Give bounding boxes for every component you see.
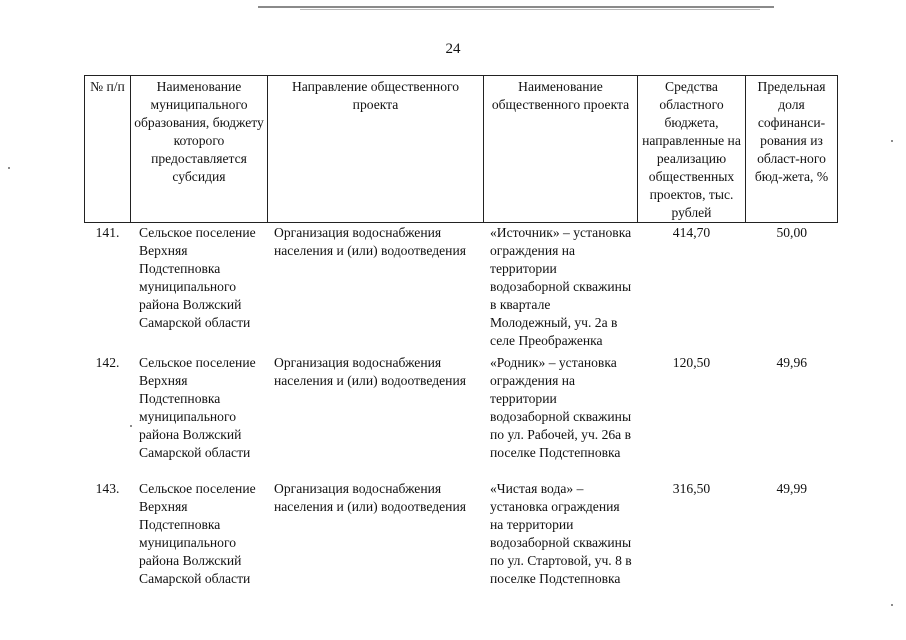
scan-edge-line <box>300 9 760 10</box>
share-cell: 49,99 <box>776 481 808 496</box>
header-cofinancing-share: Предельная доля софинанси-рования из област-ного бюд-жета, % <box>746 76 838 223</box>
row-number: 142. <box>95 355 120 370</box>
header-number: № п/п <box>85 76 131 223</box>
row-number: 143. <box>95 481 120 496</box>
header-regional-funds: Средства областного бюджета, направленные на реализацию общественных проектов, тыс. рублей <box>638 76 746 223</box>
direction-cell: Организация водоснабжения населения и (или) водоотведения <box>274 355 466 388</box>
header-direction: Направление общественного проекта <box>268 76 484 223</box>
table-row <box>85 350 838 475</box>
project-name-cell: «Источник» – установка ограждения на территории водозаборной скважины в квартале Молодежный, уч. 2а в селе Преображенка <box>490 225 632 348</box>
table-row <box>85 475 838 604</box>
share-cell: 49,96 <box>776 355 808 370</box>
direction-cell: Организация водоснабжения населения и (или) водоотведения <box>274 481 466 514</box>
header-project-name: Наименование общественного проекта <box>484 76 638 223</box>
direction-cell: Организация водоснабжения населения и (или) водоотведения <box>274 225 466 258</box>
scan-speck <box>8 167 10 169</box>
scan-speck <box>891 140 893 142</box>
funds-cell: 414,70 <box>672 225 711 240</box>
municipality-cell: Сельское поселение Верхняя Подстепновка муниципального района Волжский Самарской области <box>139 355 256 460</box>
scan-speck <box>891 604 893 606</box>
funds-cell: 120,50 <box>672 355 711 370</box>
share-cell: 50,00 <box>776 225 808 240</box>
scan-speck <box>130 425 132 427</box>
project-name-cell: «Родник» – установка ограждения на территории водозаборной скважины по ул. Рабочей, уч. 26а в поселке Подстепновка <box>490 355 632 460</box>
header-municipality: Наименование муниципального образования, бюджету которого предоставляется субсидия <box>131 76 268 223</box>
subsidy-table <box>84 75 838 604</box>
table-header-row <box>85 76 838 223</box>
row-number: 141. <box>95 225 120 240</box>
page-number: 24 <box>445 41 461 57</box>
municipality-cell: Сельское поселение Верхняя Подстепновка муниципального района Волжский Самарской области <box>139 225 256 330</box>
scan-edge-line <box>258 6 774 8</box>
municipality-cell: Сельское поселение Верхняя Подстепновка муниципального района Волжский Самарской области <box>139 481 256 586</box>
funds-cell: 316,50 <box>672 481 711 496</box>
project-name-cell: «Чистая вода» – установка ограждения на территории водозаборной скважины по ул. Стартовой, уч. 8 в поселке Подстепновка <box>490 481 632 586</box>
table-row <box>85 223 838 351</box>
